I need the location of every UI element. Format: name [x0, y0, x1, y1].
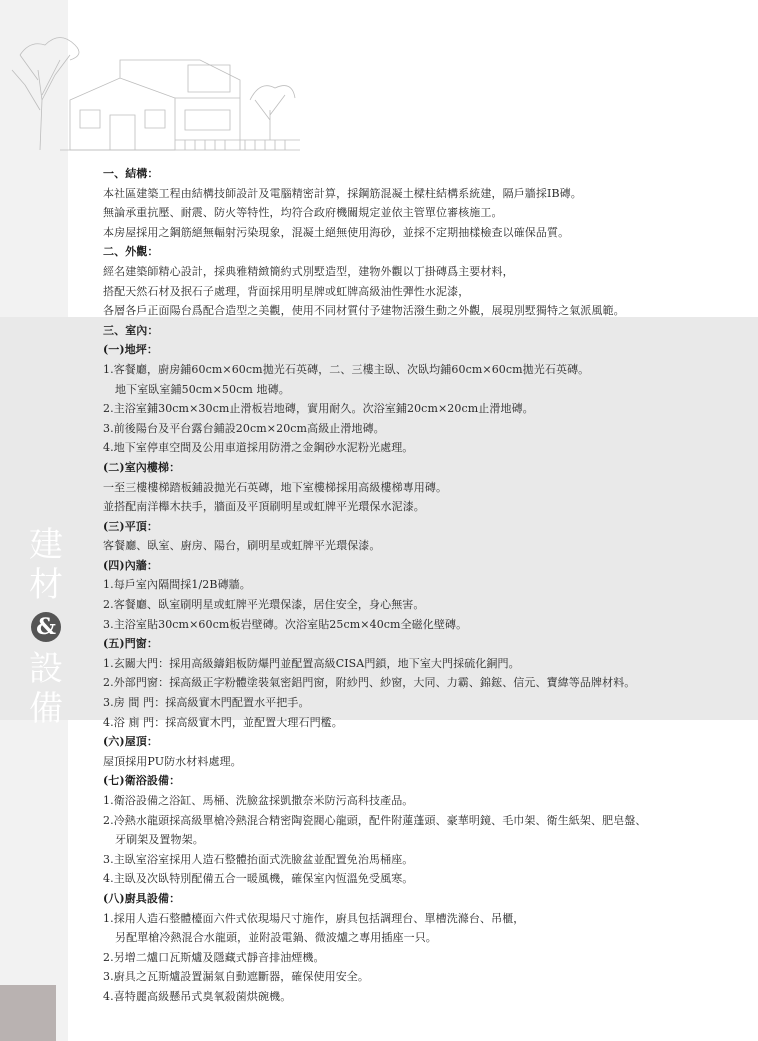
- spec-line: 4.喜特麗高級懸吊式臭氧殺菌烘碗機。: [103, 989, 292, 1003]
- spec-line: 並搭配南洋櫸木扶手，牆面及平頂刷明星或虹牌平光環保水泥漆。: [103, 500, 425, 514]
- spec-line: 2.主浴室鋪30cm×30cm止滑板岩地磚，實用耐久。次浴室鋪20cm×20cm止滑地磚。: [103, 402, 534, 416]
- spec-line: 經名建築師精心設計，採典雅精緻簡約式別墅造型，建物外觀以丁掛磚爲主要材料，: [103, 264, 514, 278]
- spec-line: 2.外部門窗：採高級正字粉體塗裝氣密鋁門窗，附紗門、紗窗，大同、力霸、錦鋐、信元、寶緯等品牌材料。: [103, 676, 636, 690]
- side-title-char-4: 備: [29, 689, 63, 729]
- section-heading: (一)地坪：: [103, 343, 159, 357]
- spec-line: 無論承重抗壓、耐震、防火等特性，均符合政府機關規定並依主管單位審核施工。: [103, 206, 503, 220]
- ampersand-badge: &: [31, 612, 61, 642]
- side-title-char-2: 材: [29, 565, 63, 605]
- spec-line: 4.浴 廁 門：採高級實木門，並配置大理石門檻。: [103, 715, 343, 729]
- spec-line: 1.衛浴設備之浴缸、馬桶、洗臉盆採凱撒奈米防污高科技產品。: [103, 794, 414, 807]
- spec-line: 1.玄關大門：採用高級鑄鋁板防爆門並配置高級CISA門鎖，地下室大門採硫化銅門。: [103, 656, 520, 670]
- bottom-corner-block: [0, 985, 56, 1041]
- side-title-vertical: [22, 525, 70, 732]
- spec-line: 各層各戶正面陽台爲配合造型之美觀，使用不同材質付予建物活潑生動之外觀，展現別墅獨特之氣派風範。: [103, 304, 625, 318]
- spec-line: 1.客餐廳，廚房鋪60cm×60cm拋光石英磚，二、三樓主臥、次臥均鋪60cm×60cm拋光石英磚。: [103, 362, 590, 376]
- house-sketch-illustration: [0, 0, 330, 160]
- section-heading: (八)廚具設備：: [103, 891, 181, 905]
- section-heading: (六)屋頂：: [103, 735, 159, 749]
- section-heading: (七)衛浴設備：: [103, 774, 181, 788]
- spec-line: 1.採用人造石整體檯面六件式依現場尺寸施作，廚具包括調理台、單槽洗滌台、吊櫃，: [103, 911, 525, 925]
- section-heading: (二)室內樓梯：: [103, 460, 181, 474]
- spec-line: 3.前後陽台及平台露台鋪設20cm×20cm高級止滑地磚。: [103, 421, 385, 435]
- spec-line: 4.地下室停車空間及公用車道採用防滑之金鋼砂水泥粉光處理。: [103, 441, 414, 455]
- spec-line: 搭配天然石材及抿石子處理，背面採用明星牌或虹牌高級油性彈性水泥漆，: [103, 284, 470, 298]
- spec-line: 4.主臥及次臥特別配備五合一暖風機，確保室內恆溫免受風寒。: [103, 872, 414, 886]
- spec-line: 1.每戶室內隔間採1/2B磚牆。: [103, 578, 251, 592]
- spec-line: 一至三樓樓梯踏板鋪設拋光石英磚，地下室樓梯採用高級樓梯專用磚。: [103, 480, 448, 494]
- spec-line: 2.客餐廳、臥室刷明星或虹牌平光環保漆，居住安全，身心無害。: [103, 598, 425, 612]
- section-heading: (三)平頂：: [103, 519, 159, 533]
- section-heading: 一、結構：: [103, 167, 159, 180]
- spec-line: 另配單槍冷熱混合水龍頭，並附設電鍋、微波爐之專用插座一只。: [115, 931, 437, 945]
- section-heading: 三、室內：: [103, 323, 159, 337]
- spec-line: 本房屋採用之鋼筋絕無輻射污染現象，混凝土絕無使用海砂，並採不定期抽樣檢查以確保品質。: [103, 225, 570, 239]
- spec-line: 地下室臥室鋪50cm×50cm 地磚。: [115, 382, 290, 396]
- spec-line: 3.主浴室貼30cm×60cm板岩壁磚。次浴室貼25cm×40cm全磁化壁磚。: [103, 617, 468, 631]
- side-title-char-3: 設: [29, 649, 63, 689]
- section-heading: (四)內牆：: [103, 558, 159, 572]
- spec-line: 牙刷架及置物架。: [115, 833, 204, 847]
- spec-line: 屋頂採用PU防水材料處理。: [103, 754, 242, 768]
- section-heading: (五)門窗：: [103, 637, 159, 651]
- side-title-char-1: 建: [29, 525, 63, 565]
- spec-line: 本社區建築工程由結構技師設計及電腦精密計算，採鋼筋混凝土樑柱結構系統建，隔戶牆採IB磚。: [103, 186, 582, 200]
- spec-line: 3.廚具之瓦斯爐設置漏氣自動遮斷器，確保使用安全。: [103, 970, 369, 984]
- spec-line: 2.另增二爐口瓦斯爐及隱藏式靜音排油煙機。: [103, 950, 325, 964]
- spec-line: 客餐廳、臥室、廚房、陽台，刷明星或虹牌平光環保漆。: [103, 539, 381, 553]
- section-heading: 二、外觀：: [103, 245, 159, 259]
- specification-text-block: [103, 164, 743, 1007]
- spec-line: 3.主臥室浴室採用人造石整體抬面式洗臉盆並配置免治馬桶座。: [103, 852, 414, 866]
- spec-line: 3.房 間 門：採高級實木門配置水平把手。: [103, 696, 310, 710]
- spec-line: 2.冷熱水龍頭採高級單槍冷熱混合精密陶瓷閥心龍頭，配件附蓮蓬頭、豪華明鏡、毛巾架、衛生紙架、肥皂盤、: [103, 813, 647, 827]
